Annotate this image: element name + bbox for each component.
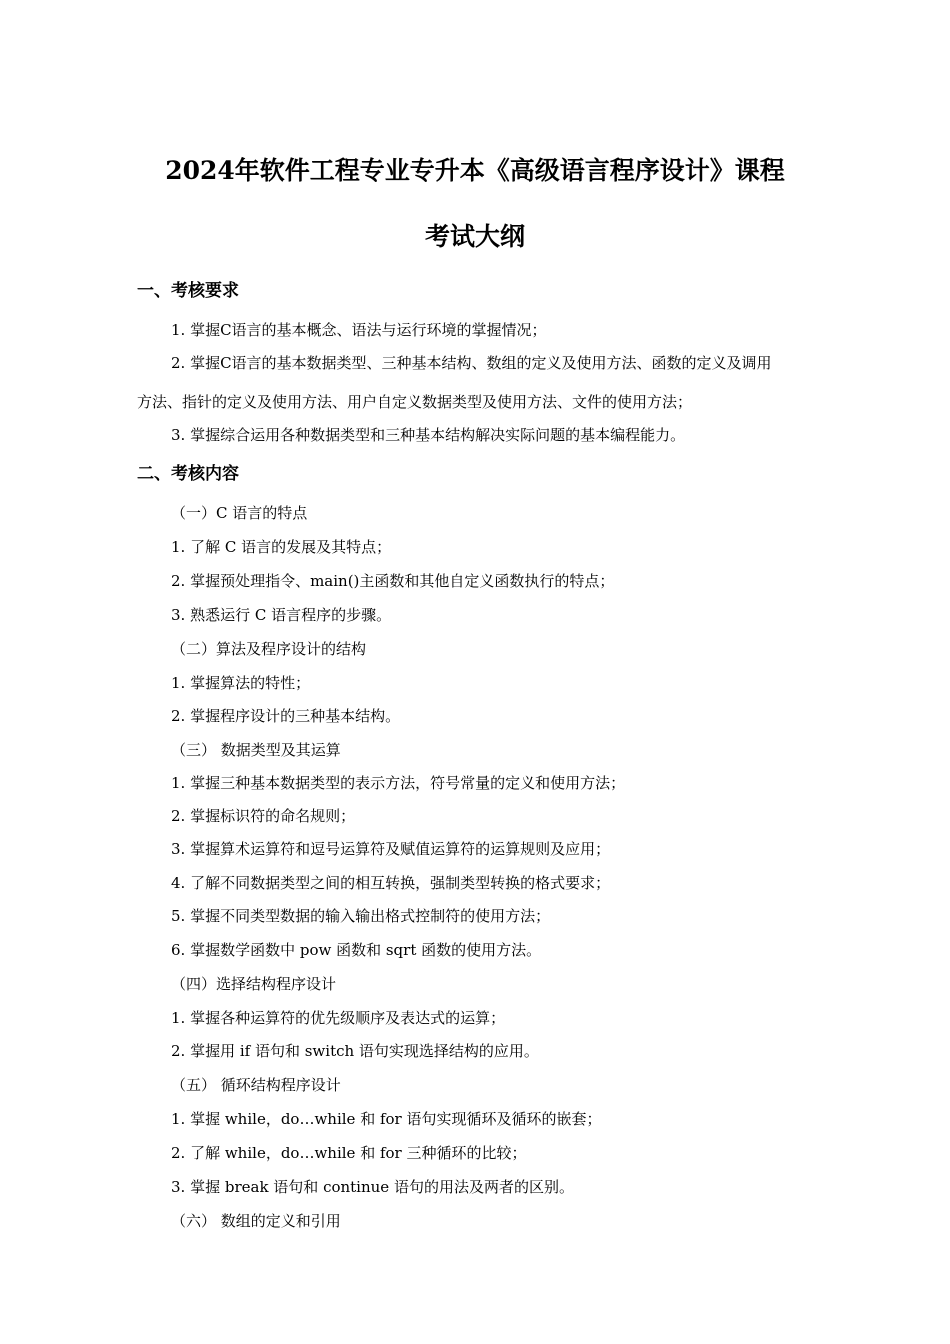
section1-item3: 3. 掌握综合运用各种数据类型和三种基本结构解决实际问题的基本编程能力。 [171, 426, 686, 444]
section1-item1: 1. 掌握C语言的基本概念、语法与运行环境的掌握情况； [171, 321, 547, 339]
sub1-item3: 3. 熟悉运行 C 语言程序的步骤。 [171, 606, 392, 624]
sub3-item1: 1. 掌握三种基本数据类型的表示方法，符号常量的定义和使用方法； [171, 774, 626, 792]
document-title-line2: 考试大纲 [424, 222, 525, 251]
sub1-item1: 1. 了解 C 语言的发展及其特点； [171, 538, 392, 556]
sub3-item2: 2. 掌握标识符的命名规则； [171, 807, 356, 825]
document-title-line1: 2024年软件工程专业专升本《高级语言程序设计》课程 [165, 156, 785, 185]
sub5-title: （五） 循环结构程序设计 [171, 1076, 341, 1094]
sub5-item2: 2. 了解 while，do…while 和 for 三种循环的比较； [171, 1144, 527, 1162]
sub1-title: （一）C 语言的特点 [171, 504, 308, 522]
section1-item2-part1: 2. 掌握C语言的基本数据类型、三种基本结构、数组的定义及使用方法、函数的定义及调用 [171, 354, 772, 372]
sub3-item5: 5. 掌握不同类型数据的输入输出格式控制符的使用方法； [171, 907, 551, 925]
sub5-item1: 1. 掌握 while，do…while 和 for 语句实现循环及循环的嵌套； [171, 1110, 602, 1128]
sub3-title: （三） 数据类型及其运算 [171, 741, 341, 759]
sub3-item3: 3. 掌握算术运算符和逗号运算符及赋值运算符的运算规则及应用； [171, 840, 611, 858]
sub4-item2: 2. 掌握用 if 语句和 switch 语句实现选择结构的应用。 [171, 1042, 539, 1060]
sub6-title: （六） 数组的定义和引用 [171, 1212, 341, 1230]
section1-heading: 一、考核要求 [137, 281, 239, 301]
section2-heading: 二、考核内容 [137, 464, 239, 484]
sub4-item1: 1. 掌握各种运算符的优先级顺序及表达式的运算； [171, 1009, 506, 1027]
sub3-item4: 4. 了解不同数据类型之间的相互转换，强制类型转换的格式要求； [171, 874, 611, 892]
sub2-item2: 2. 掌握程序设计的三种基本结构。 [171, 707, 401, 725]
sub4-title: （四）选择结构程序设计 [171, 975, 337, 993]
sub3-item6: 6. 掌握数学函数中 pow 函数和 sqrt 函数的使用方法。 [171, 941, 542, 959]
section1-item2-part2: 方法、指针的定义及使用方法、用户自定义数据类型及使用方法、文件的使用方法； [137, 393, 693, 411]
sub1-item2: 2. 掌握预处理指令、main()主函数和其他自定义函数执行的特点； [171, 572, 615, 590]
sub2-item1: 1. 掌握算法的特性； [171, 674, 311, 692]
sub5-item3: 3. 掌握 break 语句和 continue 语句的用法及两者的区别。 [171, 1178, 574, 1196]
sub2-title: （二）算法及程序设计的结构 [171, 640, 367, 658]
